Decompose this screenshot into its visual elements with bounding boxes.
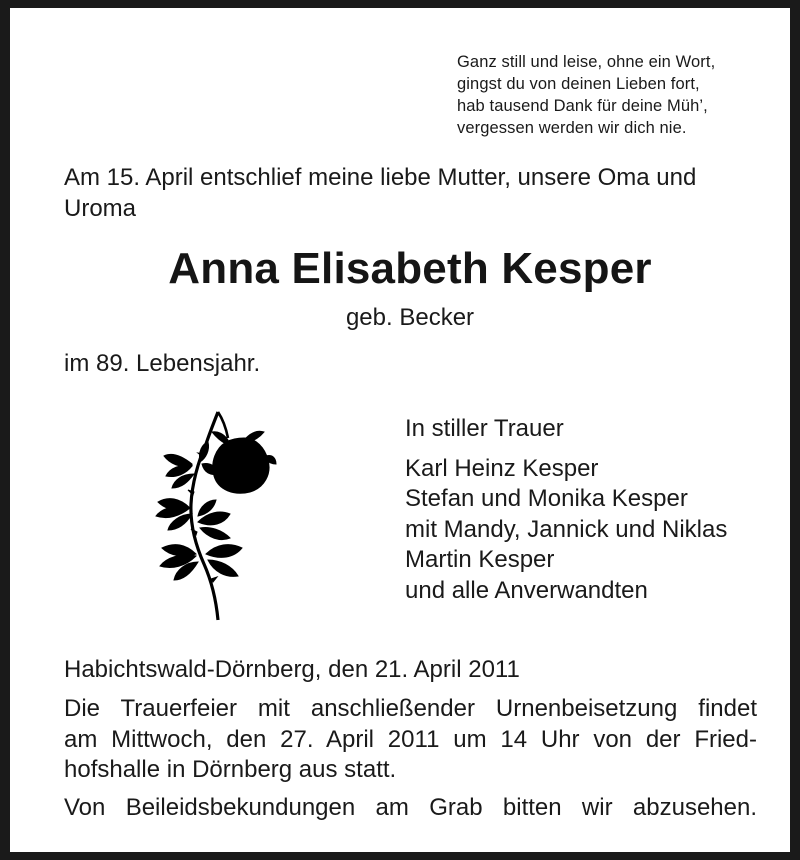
poem-line: vergessen werden wir dich nie.: [457, 119, 687, 137]
poem-line: hab tausend Dank für deine Müh’,: [457, 97, 708, 115]
place-date: Habichtswald-Dörnberg, den 21. April 2011: [64, 656, 520, 683]
intro-text: Am 15. April entschlief meine liebe Mutter, unsere Oma und Uroma: [64, 164, 697, 222]
deceased-name: Anna Elisabeth Kesper: [168, 244, 652, 293]
mourners-block: [405, 414, 727, 606]
service-info: [64, 694, 757, 786]
mourner-line: und alle Anverwandten: [405, 576, 648, 604]
service-line: hofshalle in Dörnberg aus statt.: [64, 756, 397, 783]
poem-line: gingst du von deinen Lieben fort,: [457, 75, 700, 93]
mourner-line: Karl Heinz Kesper: [405, 454, 599, 482]
mourner-line: Stefan und Monika Kesper: [405, 485, 688, 512]
mourner-line: Martin Kesper: [405, 546, 555, 573]
service-line: Die Trauerfeier mit anschließender Urnenbeisetzung findet: [64, 695, 757, 722]
service-line: am Mittwoch, den 27. April 2011 um 14 Uhr von der Fried-: [64, 725, 757, 753]
age-text: im 89. Lebensjahr.: [64, 350, 261, 377]
condolence-note: Von Beileidsbekundungen am Grab bitten wir abzusehen.: [64, 794, 757, 821]
rose-icon: [138, 404, 278, 628]
poem-line: Ganz still und leise, ohne ein Wort,: [457, 53, 716, 71]
maiden-name: geb. Becker: [345, 304, 475, 331]
poem: [457, 51, 715, 139]
mourners-heading: In stiller Trauer: [405, 415, 564, 442]
mourner-line: mit Mandy, Jannick und Niklas: [405, 515, 728, 543]
